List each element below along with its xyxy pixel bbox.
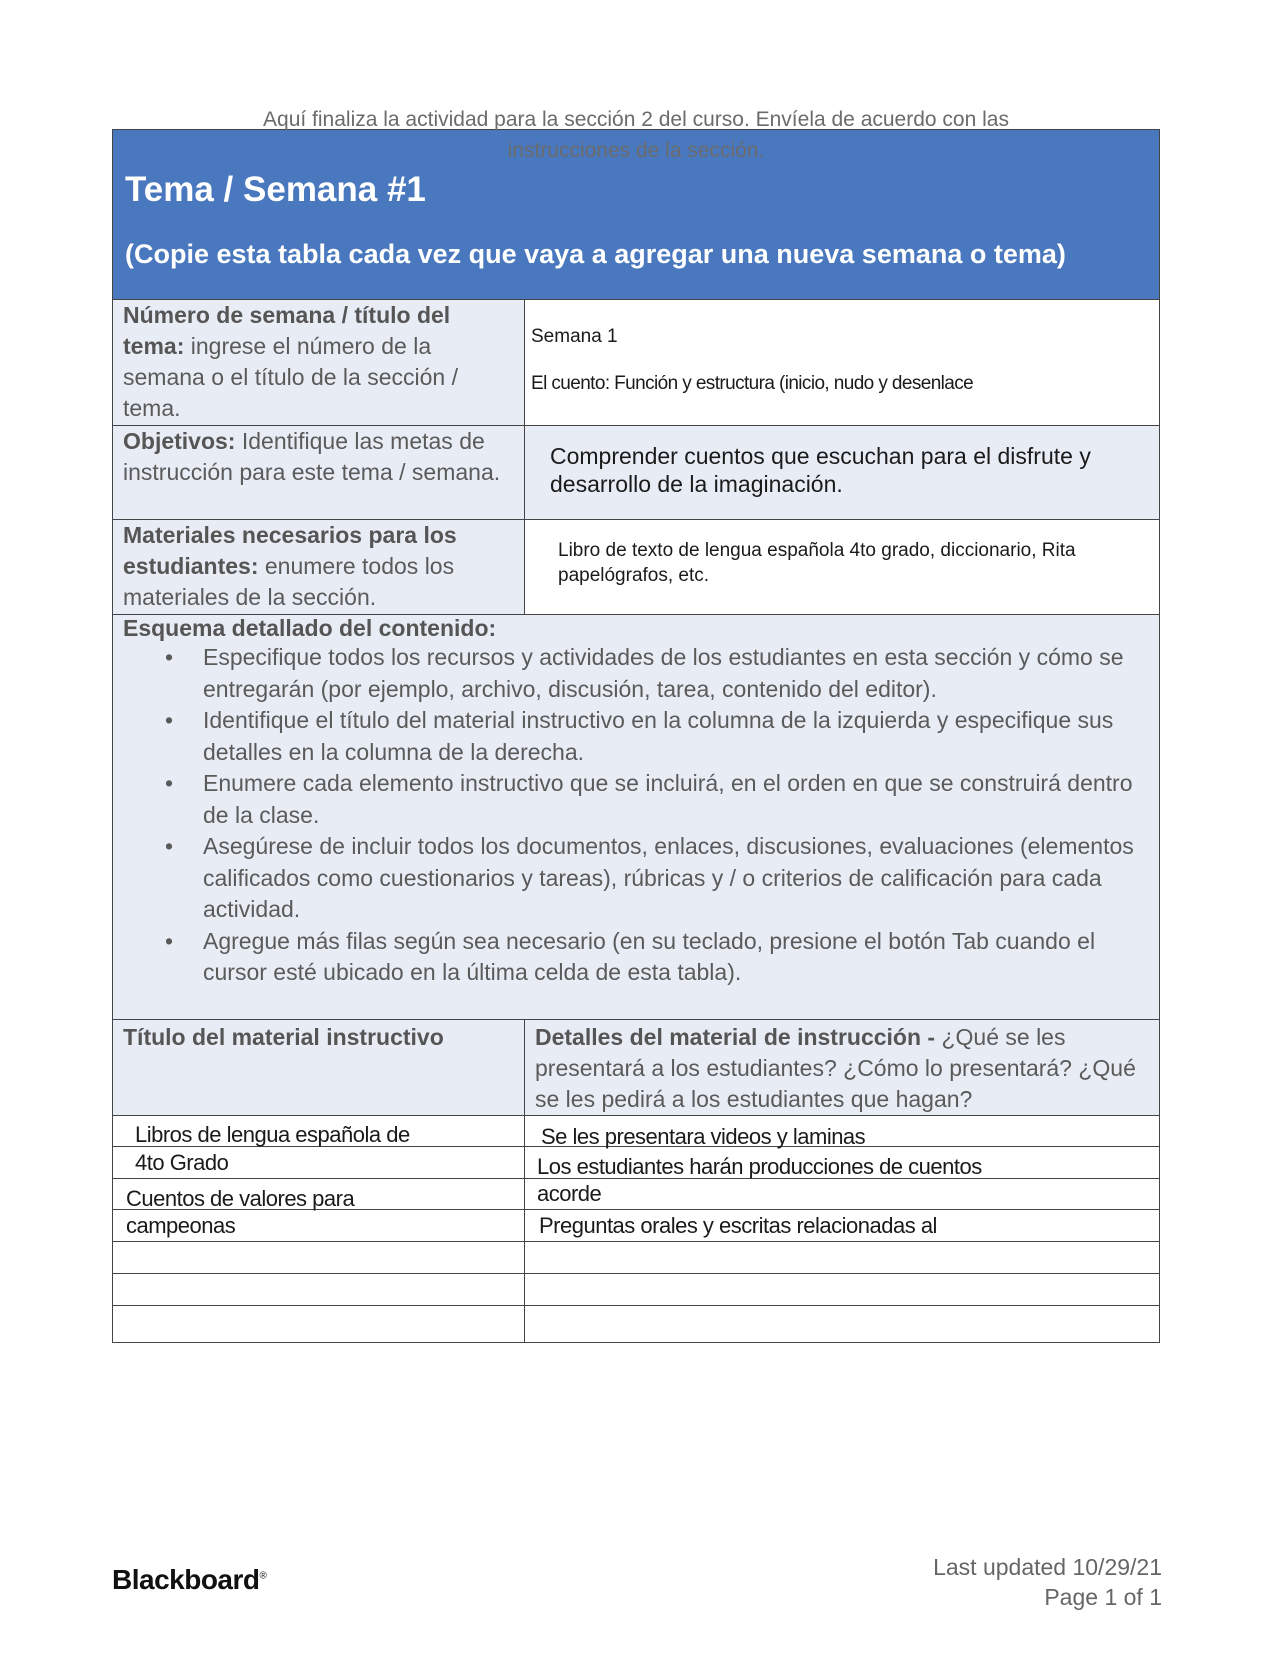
row-divider — [113, 1305, 1159, 1306]
page-footer — [933, 1552, 1162, 1612]
material-title-entry[interactable]: Libros de lengua española de — [135, 1122, 410, 1147]
materials-value-cell[interactable] — [525, 520, 1159, 615]
blackboard-logo: Blackboard® — [112, 1564, 267, 1595]
material-details-header-text: Detalles del material de instrucción - ¿Qué se les presentará a los estudiantes? ¿Cómo lo presentará? ¿Qué se les pedirá a los estudiantes que hagan? — [535, 1024, 1136, 1112]
materials-body — [113, 1116, 1159, 1342]
outline-bullet: • Asegúrese de incluir todos los documentos, enlaces, discusiones, evaluaciones (elementos calificados como cuestionarios y tareas), rúbricas y / o criterios de calificación para cada actividad. — [203, 831, 1149, 926]
week-label-cell — [113, 300, 525, 426]
material-title-entry[interactable]: 4to Grado — [135, 1150, 229, 1175]
column-divider — [524, 1116, 525, 1342]
week-topic: El cuento: Función y estructura (inicio, nudo y desenlace — [531, 373, 974, 394]
notice-line-1: Aquí finaliza la actividad para la sección 2 del curso. Envíela de acuerdo con las — [263, 108, 1009, 131]
outline-bullet: • Enumere cada elemento instructivo que se incluirá, en el orden en que se construirá dentro de la clase. — [203, 768, 1149, 831]
outline-heading: Esquema detallado del contenido: — [123, 615, 497, 641]
objectives-value: Comprender cuentos que escuchan para el disfrute y desarrollo de la imaginación. — [550, 443, 1091, 497]
material-title-entry[interactable]: campeonas — [126, 1213, 236, 1238]
row-divider — [113, 1241, 1159, 1242]
section-end-notice — [112, 104, 1160, 166]
week-table — [112, 129, 1160, 1343]
material-detail-entry[interactable]: Los estudiantes harán producciones de cuentos — [537, 1154, 982, 1179]
material-details-header — [525, 1020, 1159, 1116]
material-detail-entry[interactable]: Preguntas orales y escritas relacionadas al — [539, 1213, 937, 1238]
page-number: Page 1 of 1 — [1044, 1584, 1162, 1610]
materials-label: Materiales necesarios para los estudiantes: enumere todos los materiales de la sección. — [123, 522, 457, 610]
notice-line-2: instrucciones de la sección. — [507, 139, 765, 162]
outline-bullet: • Agregue más filas según sea necesario (en su teclado, presione el botón Tab cuando el cursor esté ubicado en la última celda de esta tabla). — [203, 926, 1149, 989]
material-detail-entry[interactable]: acorde — [537, 1181, 602, 1206]
week-number: Semana 1 — [531, 326, 618, 347]
material-title-header-text: Título del material instructivo — [123, 1024, 444, 1050]
table-subtitle: (Copie esta tabla cada vez que vaya a agregar una nueva semana o tema) — [125, 239, 1066, 269]
objectives-label: Objetivos: Identifique las metas de instrucción para este tema / semana. — [123, 428, 501, 485]
week-value-cell[interactable] — [525, 300, 1159, 426]
material-title-header — [113, 1020, 525, 1116]
outline-bullet: • Especifique todos los recursos y actividades de los estudiantes en esta sección y cómo se entregarán (por ejemplo, archivo, discusión, tarea, contenido del editor). — [203, 642, 1149, 705]
week-label: Número de semana / título del tema: ingrese el número de la semana o el título de la sección / tema. — [123, 302, 458, 421]
last-updated: Last updated 10/29/21 — [933, 1554, 1162, 1580]
page-title: Tema / Semana #1 — [125, 170, 426, 209]
materials-label-cell — [113, 520, 525, 615]
objectives-label-cell — [113, 426, 525, 520]
outline-bullets — [123, 642, 1149, 989]
content-outline — [113, 615, 1159, 1020]
outline-bullet: • Identifique el título del material instructivo en la columna de la izquierda y especifique sus detalles en la columna de la derecha. — [203, 705, 1149, 768]
material-detail-entry[interactable]: Se les presentara videos y laminas — [541, 1124, 866, 1149]
materials-value: Libro de texto de lengua española 4to grado, diccionario, Rita papelógrafos, etc. — [558, 540, 1076, 586]
objectives-value-cell[interactable] — [525, 426, 1159, 520]
material-title-entry[interactable]: Cuentos de valores para — [126, 1186, 355, 1211]
row-divider — [113, 1273, 1159, 1274]
